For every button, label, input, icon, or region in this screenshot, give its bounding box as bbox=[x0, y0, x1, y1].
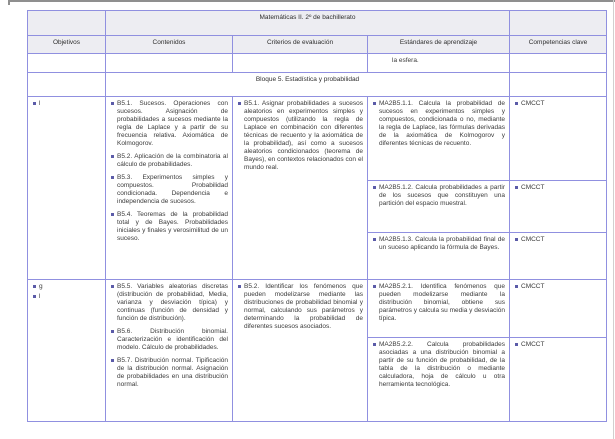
list-item bbox=[110, 211, 228, 243]
list-item bbox=[514, 184, 602, 192]
objetivo-letter: g bbox=[39, 283, 43, 290]
contenido-item: B5.4. Teoremas de la probabilidad total y de Bayes. Probabilidades iniciales y finales y verosimilitud de un suceso. bbox=[117, 211, 228, 242]
bullet-icon bbox=[111, 176, 114, 179]
bullet-icon bbox=[515, 285, 518, 288]
contenido-item: B5.6. Distribución binomial. Caracterización e identificación del modelo. Cálculo de probabilidades. bbox=[117, 328, 228, 351]
header-estandares: Estándares de aprendizaje bbox=[368, 36, 510, 54]
estandar-cell bbox=[368, 97, 510, 181]
bullet-icon bbox=[111, 359, 114, 362]
competencias-cell bbox=[510, 233, 607, 280]
header-contenidos: Contenidos bbox=[106, 36, 233, 54]
bullet-icon bbox=[373, 343, 376, 346]
contenidos-cell-block2 bbox=[106, 280, 233, 422]
bullet-icon bbox=[33, 285, 36, 288]
bullet-icon bbox=[111, 155, 114, 158]
list-item bbox=[372, 236, 505, 252]
bullet-icon bbox=[373, 102, 376, 105]
objetivos-cell-block2 bbox=[28, 280, 106, 422]
table-row-block2 bbox=[28, 280, 607, 338]
bullet-icon bbox=[515, 186, 518, 189]
contenidos-cell-block1 bbox=[106, 97, 233, 280]
table-row-block1 bbox=[28, 97, 607, 181]
list-item bbox=[110, 283, 228, 323]
list-item bbox=[110, 357, 228, 389]
page-right-border bbox=[613, 0, 614, 439]
list-item bbox=[32, 283, 101, 291]
bullet-icon bbox=[111, 102, 114, 105]
list-item bbox=[32, 293, 101, 301]
competencia-label: CMCCT bbox=[521, 236, 545, 243]
bullet-icon bbox=[373, 285, 376, 288]
page-left-border-fragment bbox=[8, 0, 10, 5]
bullet-icon bbox=[515, 343, 518, 346]
estandar-cell bbox=[368, 233, 510, 280]
criterios-cell-block2 bbox=[233, 280, 368, 422]
table-row-headers bbox=[28, 36, 607, 54]
bullet-icon bbox=[111, 285, 114, 288]
estandar-item: MA2B5.2.2. Calcula probabilidades asociadas a una distribución binomial a partir de su función de probabilidad, de la tabla de la distribución o mediante calculadora, hoja de cálculo u otra herramienta tecnológica. bbox=[379, 341, 505, 388]
list-item bbox=[110, 328, 228, 352]
page-top-border bbox=[8, 0, 615, 2]
list-item bbox=[237, 283, 363, 331]
empty-cell bbox=[28, 11, 106, 36]
competencia-label: CMCCT bbox=[521, 100, 545, 107]
estandar-item: MA2B5.1.1. Calcula la probabilidad de sucesos en experimentos simples y compuestos, condicionada o no, mediante la regla de Laplace, las fórmulas derivadas de la axiomática de Kolmogorov y diferentes técnicas de recuento. bbox=[379, 100, 505, 147]
list-item bbox=[372, 184, 505, 208]
list-item bbox=[372, 341, 505, 389]
empty-cell bbox=[233, 54, 368, 73]
list-item bbox=[110, 174, 228, 206]
carryover-estandares-cell bbox=[368, 54, 510, 73]
estandar-item: MA2B5.1.2. Calcula probabilidades a partir de los sucesos que constituyen una partición del espacio muestral. bbox=[379, 184, 505, 207]
estandar-item: MA2B5.1.3. Calcula la probabilidad final de un suceso aplicando la fórmula de Bayes. bbox=[379, 236, 505, 251]
bullet-icon bbox=[373, 186, 376, 189]
list-item bbox=[514, 341, 602, 349]
competencias-cell bbox=[510, 280, 607, 338]
competencias-cell bbox=[510, 338, 607, 422]
bullet-icon bbox=[373, 238, 376, 241]
estandar-item: MA2B5.2.1. Identifica fenómenos que pueden modelizarse mediante la distribución binomial, obtiene sus parámetros y calcula su media y desviación típica. bbox=[379, 283, 505, 322]
empty-cell bbox=[510, 11, 607, 36]
header-objetivos: Objetivos bbox=[28, 36, 106, 54]
list-item bbox=[514, 100, 602, 108]
empty-cell bbox=[28, 54, 106, 73]
block-header: Bloque 5. Estadística y probabilidad bbox=[106, 73, 510, 97]
bullet-icon bbox=[515, 238, 518, 241]
list-item bbox=[514, 283, 602, 291]
list-item bbox=[237, 100, 363, 172]
bullet-icon bbox=[33, 102, 36, 105]
list-item bbox=[372, 283, 505, 323]
bullet-icon bbox=[238, 102, 241, 105]
curriculum-table bbox=[27, 10, 607, 422]
competencias-cell bbox=[510, 97, 607, 181]
table-title: Matemáticas II. 2º de bachillerato bbox=[106, 11, 510, 36]
estandar-cell bbox=[368, 181, 510, 233]
criterio-item: B5.2. Identificar los fenómenos que pueden modelizarse mediante las distribuciones de probabilidad binomial y normal, calculando sus parámetros y determinando la probabilidad de diferentes sucesos asociados. bbox=[244, 283, 363, 330]
estandar-cell bbox=[368, 338, 510, 422]
competencia-label: CMCCT bbox=[521, 184, 545, 191]
bullet-icon bbox=[111, 213, 114, 216]
objetivo-letter: l bbox=[39, 293, 41, 300]
empty-cell bbox=[510, 54, 607, 73]
carryover-text: la esfera. bbox=[392, 57, 419, 64]
bullet-icon bbox=[515, 102, 518, 105]
competencia-label: CMCCT bbox=[521, 341, 545, 348]
bullet-icon bbox=[238, 285, 241, 288]
criterios-cell-block1 bbox=[233, 97, 368, 280]
list-item bbox=[110, 100, 228, 148]
competencias-cell bbox=[510, 181, 607, 233]
bullet-icon bbox=[33, 295, 36, 298]
list-item bbox=[372, 100, 505, 148]
list-item bbox=[32, 100, 101, 108]
header-criterios: Criterios de evaluación bbox=[233, 36, 368, 54]
criterio-item: B5.1. Asignar probabilidades a sucesos aleatorios en experimentos simples y compuestos (utilizando la regla de Laplace en combinación con diferentes técnicas de recuento y la axiomática de la probabilidad), así como a sucesos aleatorios condicionados (teorema de Bayes), en contextos relacionados con el mundo real. bbox=[244, 100, 363, 171]
objetivos-cell-block1 bbox=[28, 97, 106, 280]
table-row-carryover bbox=[28, 54, 607, 73]
contenido-item: B5.1. Sucesos. Operaciones con sucesos. Asignación de probabilidades a sucesos mediante la regla de Laplace y a partir de su frecuencia relativa. Axiomática de Kolmogorov. bbox=[117, 100, 228, 147]
contenido-item: B5.3. Experimentos simples y compuestos. Probabilidad condicionada. Dependencia e independencia de sucesos. bbox=[117, 174, 228, 205]
contenido-item: B5.2. Aplicación de la combinatoria al cálculo de probabilidades. bbox=[117, 153, 228, 168]
header-competencias: Competencias clave bbox=[510, 36, 607, 54]
table-row-block-header bbox=[28, 73, 607, 97]
list-item bbox=[110, 153, 228, 169]
table-row-title bbox=[28, 11, 607, 36]
competencia-label: CMCCT bbox=[521, 283, 545, 290]
bullet-icon bbox=[111, 330, 114, 333]
empty-cell bbox=[106, 54, 233, 73]
list-item bbox=[514, 236, 602, 244]
contenido-item: B5.5. Variables aleatorias discretas (distribución de probabilidad, Media, varianza y desviación típica) y continuas (función de densidad y función de distribución). bbox=[117, 283, 228, 322]
empty-cell bbox=[510, 73, 607, 97]
empty-cell bbox=[28, 73, 106, 97]
contenido-item: B5.7. Distribución normal. Tipificación de la distribución normal. Asignación de probabilidades en una distribución normal. bbox=[117, 357, 228, 388]
estandar-cell bbox=[368, 280, 510, 338]
objetivo-letter: l bbox=[39, 100, 41, 107]
